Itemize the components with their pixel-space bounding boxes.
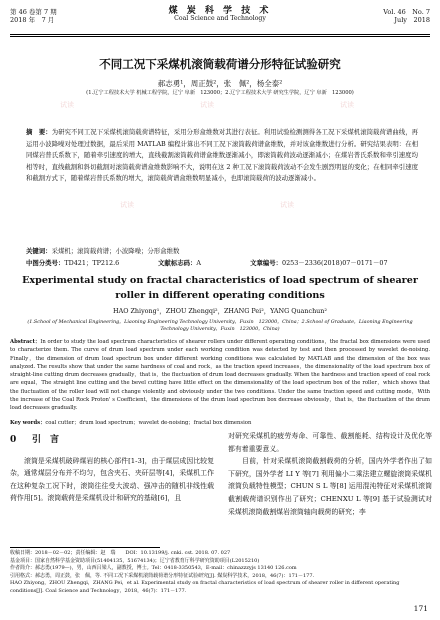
watermark: 试读: [280, 201, 294, 209]
section-heading: [10, 434, 214, 447]
affiliation-cn: (1.辽宁工程技术大学 机械工程学院，辽宁 阜新 123000；2.辽宁工程技术大学 研究生学院，辽宁 阜新 123000): [86, 90, 354, 96]
keywords-en-label: Key words：: [10, 420, 46, 426]
journal-title-en: Coal Science and Technology: [174, 15, 266, 22]
watermark: 试读: [60, 101, 74, 109]
keywords-cn-text: 采煤机；滚筒载荷谱；小波降噪；分形盒维数: [51, 247, 180, 255]
watermark: 试读: [200, 101, 214, 109]
header-rule: [10, 34, 430, 35]
received-date: 收稿日期：2018－02－02；责任编辑：赵 瑞 DOI：10.13199/j. cnki. cst. 2018. 07. 027: [10, 550, 231, 556]
fund-info: 基金项目：国家自然科学基金资助项目(51404135，51674134)；辽宁省教育厅科学研究资助项目(L2015210): [10, 557, 260, 564]
running-header: [10, 6, 430, 36]
body-left-column: [10, 432, 214, 505]
abstract-cn-label: 摘 要：: [26, 128, 52, 136]
intro-paragraph-left: 滚筒是采煤机破碎煤岩的核心部件[1-3]，由于煤层成因比较复杂，通常煤层分布并不均匀，包含夹石、夹矸层等[4]，采煤机工作在这种复杂工况下时，滚筒往往受大波动、强冲击的随机非线性载荷作用[5]。滚筒载荷是采煤机设计和研究的基础[6]，且: [10, 456, 214, 503]
section-title: 引 言: [32, 435, 60, 445]
abstract-en: [10, 338, 430, 413]
volume-issue-en: Vol. 46 No. 7: [383, 8, 430, 16]
keywords-en-text: coal cutter；drum load spectrum；wavelet de-noising；fractal box dimension: [45, 420, 252, 426]
section-number: 0: [10, 435, 17, 445]
classification-line: [26, 258, 418, 267]
clc-label: 中图分类号：: [26, 259, 65, 267]
keywords-cn-label: 关键词：: [26, 247, 52, 255]
citation-en: HAO Zhiyong，ZHOU Zhengqi，ZHANG Pei，et al. Experimental study on fractal characteristics of load spectrum of shearer roller in different operating conditions[J]. Coal Science and Technology，2018，46(7)：171－177.: [10, 580, 400, 594]
watermark: 试读: [120, 201, 134, 209]
abstract-en-text: In order to study the load spectrum characteristics of shearer rollers under different operating conditions，the fractal box dimensions were used to characterize them. The curve of drum load spectrum under each working condition was detected by test and then processed by wavelet de-noising. Finally，the dimension of drum load spectrum box under different working conditions was calculated by MATLAB and the dimension of the box was analyzed. The results show that under the same hardness of coal and rock，as the traction speed increases，the dimensionality of the load spectrum box of straight-line cutting drum decreases gradually，that is，the fluctuation of drum load decreases gradually. When the hardness and traction speed of coal rock are equal，The straight line cutting and the bevel cutting have little effect on the dimensionality of the load spectrum box of the roller，which shows that the fluctuation of the roller load will not change violently and obviously under the two conditions. Under the same traction speed and cutting mode，With the increase of the Coal Rock Proton' s Coefficient，the dimensions of the drum load spectrum box decrease obviously，that is，the fluctuation of the drum load decreases gradually.: [10, 339, 430, 412]
footnote-rule: [10, 547, 160, 548]
header-center: [10, 7, 430, 23]
affiliation-en: (1.School of Mechanical Engineering，Liaoning Engineering Technology University，Fuxin 123000，China；2.School of Graduate，Liaoning Engineering Technology University，Fuxin 123000，China): [27, 319, 413, 332]
doc-code: A: [196, 259, 202, 267]
watermark: 试读: [340, 101, 354, 109]
abstract-cn: [26, 127, 418, 185]
page-number: 171: [413, 604, 428, 613]
date-en: July 2018: [394, 16, 430, 24]
authors-cn: 郝志勇¹，周正鼓²，张 佩²，杨全泰²: [157, 79, 283, 88]
keywords-en: [10, 418, 251, 426]
doc-code-label: 文献标志码：: [158, 259, 197, 267]
journal-title-cn: 煤 炭 科 学 技 术: [168, 6, 272, 16]
header-rule-2: [10, 36, 430, 37]
date-cn: 2018 年 7 月: [10, 16, 55, 24]
article-id: 0253－2336(2018)07－0171－07: [282, 259, 388, 267]
footnotes: [10, 550, 430, 596]
abstract-en-label: Abstract：: [10, 339, 41, 345]
body-right-column: [228, 430, 432, 518]
authors-en: HAO Zhiyong¹，ZHOU Zhengqi²，ZHANG Pei²，YANG Quanchun²: [113, 307, 327, 315]
clc-code: TD421；TP212.6: [64, 259, 120, 267]
keywords-cn: [26, 246, 179, 255]
author-bio: 作者简介：郝志勇(1979—)，男，山西吕梁人，副教授，博士。Tel：0418-3350543，E-mail：chinazzzyjs 13140 126.com: [10, 565, 297, 572]
volume-issue-cn: 第 46 卷第 7 期: [10, 8, 57, 16]
paper-title-en: Experimental study on fractal characteristics of load spectrum of shearer roller in different operating conditions: [22, 275, 418, 301]
intro-paragraph-right: 对研究采煤机的疲劳寿命、可靠性、截割能耗、结构设计及优化等都有着重要意义。 目前，针对采煤机滚筒截割载荷的分析，国内外学者作出了如下研究，国外学者 LI Y 等[7] 利用偏小二乘法建立螺旋滚筒采煤机滚筒负载特性模型；CHUN S L 等[8] 运用混沌特征对采煤机滚筒截割载荷谱识别作出了研究；CHENXU L 等[9] 基于试验测试对采煤机滚筒截割煤岩滚筒轴向载荷的研究；李: [228, 432, 432, 516]
header-right: [383, 8, 430, 24]
citation-cn: 引用格式：郝志勇，周正鼓，张 佩，等. 不同工况下采煤机滚筒载荷谱分形特征试验研究[J]. 煤炭科学技术，2018，46(7)：171－177.: [10, 572, 315, 579]
article-id-label: 文章编号：: [250, 259, 283, 267]
abstract-cn-text: 为研究不同工况下采煤机滚筒载荷谱特征，采用分形盒维数对其进行表征。利用试验检测测得各工况下采煤机滚筒载荷谱曲线，再运用小波降噪对处理过数据，最后采用 MATLAB 编程计算出不同工况下滚筒载荷谱盒维数，并对该盒维数进行分析。研究结果表明：在相同煤岩普氏系数下，随着牵引速度的增大，直线截割滚筒载荷谱盒维数逐渐减小，即滚筒载荷波动逐渐减小；在煤岩普氏系数和牵引速度均相等时，直线截割和斜切截割对滚筒载荷谱盒维数影响不大，说明在这 2 种工况下滚筒载荷波动不会发生剧烈明显的变化；在相同牵引速度和截割方式下，随着煤岩普氏系数的增大，滚筒载荷谱盒维数明显减小，也即滚筒载荷的波动逐渐减小。: [26, 128, 419, 182]
paper-title-cn: 不同工况下采煤机滚筒载荷谱分形特征试验研究: [99, 57, 341, 71]
